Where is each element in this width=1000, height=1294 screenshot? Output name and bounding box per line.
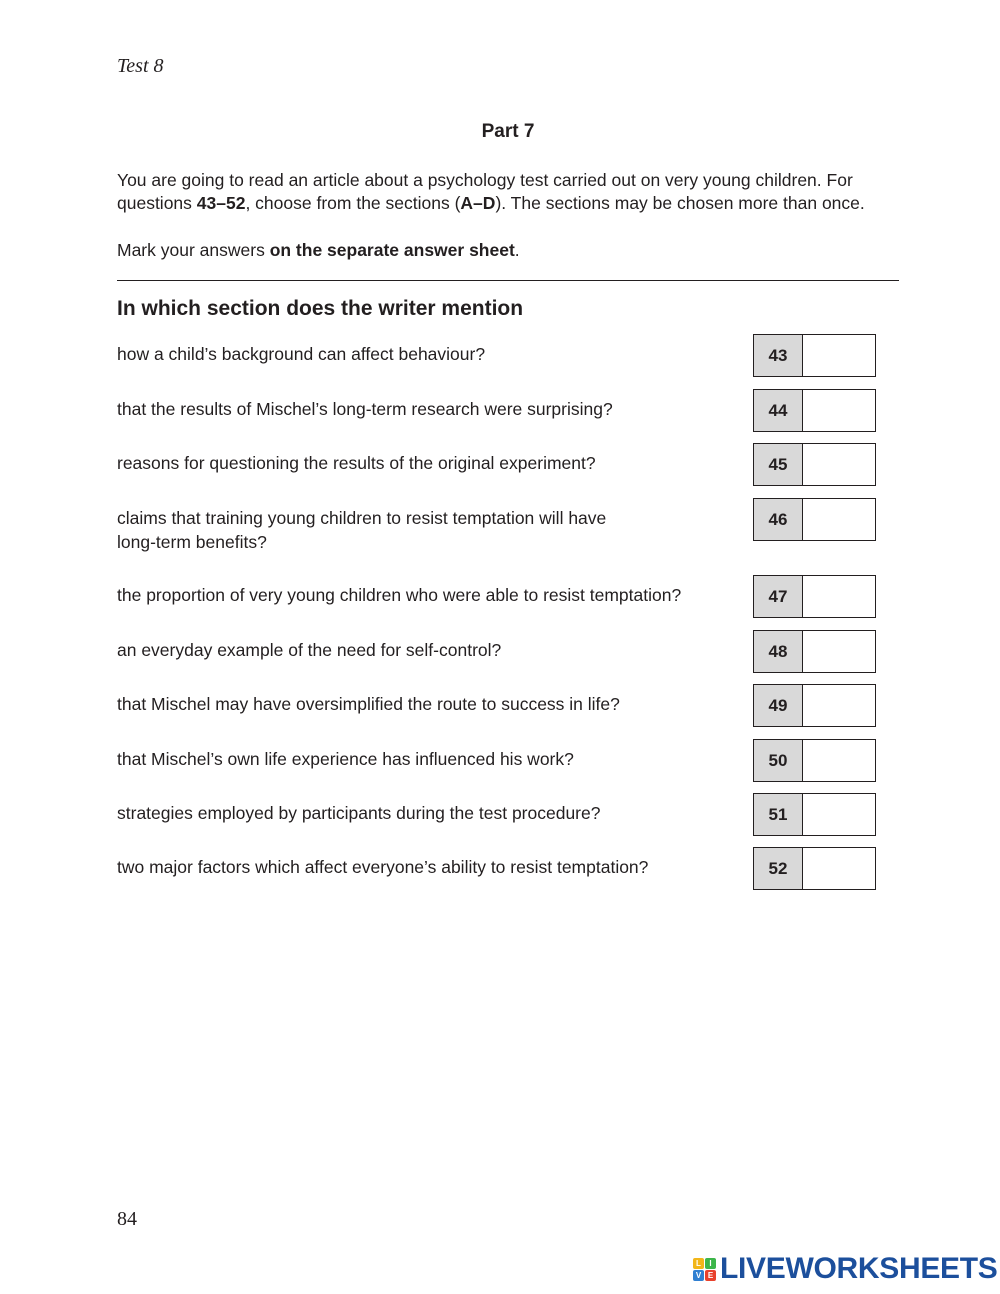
- question-number: 50: [754, 740, 803, 781]
- answer-box: [753, 389, 876, 432]
- answer-box: [753, 793, 876, 836]
- question-text: the proportion of very young children who were able to resist temptation?: [117, 585, 682, 605]
- answer-box: [753, 334, 876, 377]
- question-number: 46: [754, 499, 803, 540]
- intro-question-range: 43–52: [196, 193, 246, 213]
- question-text: two major factors which affect everyone’s ability to resist temptation?: [117, 857, 649, 877]
- question-number: 44: [754, 390, 803, 431]
- question-text: reasons for questioning the results of the original experiment?: [117, 453, 596, 473]
- question-number: 47: [754, 576, 803, 617]
- question-text: an everyday example of the need for self-control?: [117, 640, 502, 660]
- question-text: that the results of Mischel’s long-term research were surprising?: [117, 399, 613, 419]
- logo-mark-tile: E: [705, 1270, 716, 1281]
- section-heading: In which section does the writer mention: [117, 297, 524, 320]
- brand-name: LIVEWORKSHEETS: [720, 1252, 998, 1285]
- intro-text-2: , choose from the sections (: [245, 193, 461, 213]
- answer-field[interactable]: [803, 444, 875, 485]
- instruction-emphasis: on the separate answer sheet: [269, 240, 515, 260]
- question-number: 49: [754, 685, 803, 726]
- intro-paragraph: [117, 169, 907, 215]
- answer-box: [753, 443, 876, 486]
- question-number: 45: [754, 444, 803, 485]
- answer-field[interactable]: [803, 576, 875, 617]
- test-label: Test 8: [117, 55, 164, 77]
- question-number: 52: [754, 848, 803, 889]
- answer-field[interactable]: [803, 740, 875, 781]
- page-number: 84: [117, 1208, 137, 1230]
- answer-field[interactable]: [803, 499, 875, 540]
- intro-section-range: A–D: [460, 193, 496, 213]
- logo-mark-icon: [693, 1258, 716, 1281]
- logo-mark-tile: L: [693, 1258, 704, 1269]
- liveworksheets-logo[interactable]: [693, 1254, 998, 1284]
- instruction-line: [117, 239, 520, 262]
- answer-field[interactable]: [803, 335, 875, 376]
- answer-field[interactable]: [803, 631, 875, 672]
- question-text: strategies employed by participants during the test procedure?: [117, 803, 601, 823]
- answer-field[interactable]: [803, 848, 875, 889]
- intro-text-1: You are going to read an article about a psychology test carried out on very young children. For questions: [117, 170, 853, 213]
- answer-box: [753, 847, 876, 890]
- intro-text-3: ). The sections may be chosen more than once.: [495, 193, 865, 213]
- logo-mark-tile: I: [705, 1258, 716, 1269]
- answer-box: [753, 684, 876, 727]
- answer-box: [753, 498, 876, 541]
- question-text: that Mischel may have oversimplified the route to success in life?: [117, 694, 620, 714]
- question-text: how a child’s background can affect behaviour?: [117, 344, 486, 364]
- answer-field[interactable]: [803, 390, 875, 431]
- instruction-text-1: Mark your answers: [117, 240, 270, 260]
- answer-field[interactable]: [803, 685, 875, 726]
- answer-field[interactable]: [803, 794, 875, 835]
- answer-box: [753, 630, 876, 673]
- divider-line: [117, 280, 899, 281]
- question-number: 43: [754, 335, 803, 376]
- answer-box: [753, 575, 876, 618]
- logo-mark-tile: V: [693, 1270, 704, 1281]
- instruction-text-2: .: [514, 240, 520, 260]
- question-number: 51: [754, 794, 803, 835]
- part-title: Part 7: [481, 121, 535, 142]
- question-text: that Mischel’s own life experience has influenced his work?: [117, 749, 574, 769]
- answer-box: [753, 739, 876, 782]
- question-number: 48: [754, 631, 803, 672]
- question-text: claims that training young children to resist temptation will have long-term benefits?: [117, 508, 607, 552]
